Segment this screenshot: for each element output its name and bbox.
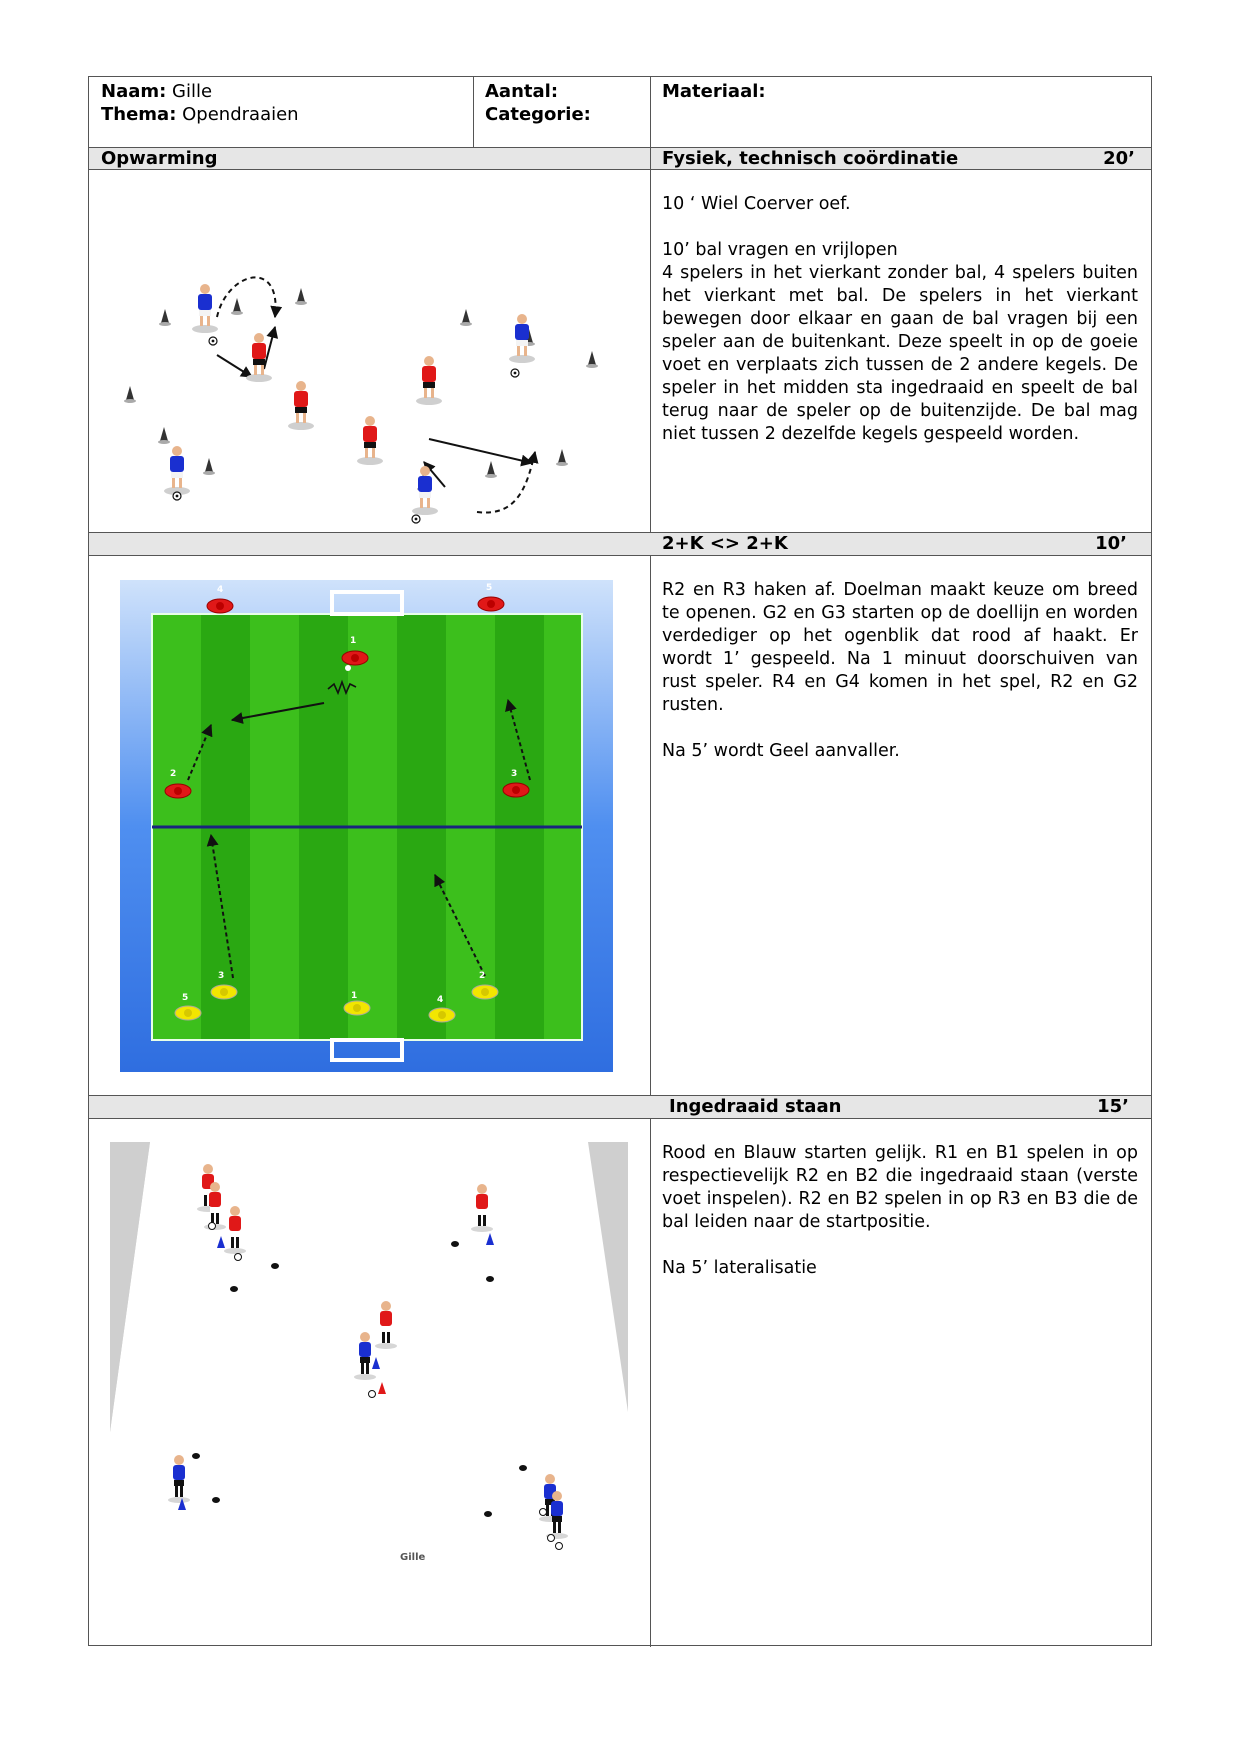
section-text-1: 10 ‘ Wiel Coerver oef. 10’ bal vragen en vrijlopen 4 spelers in het vierkant zonder bal, 4 spelers buiten het vierkant met bal. De spelers in het vierkant bewegen door elkaar en gaan de bal vragen bij een speler aan de buitenkant. Deze speelt in op de goeie voet en verplaats zich tussen de 2 andere kegels. De speler in het midden sta ingedraaid en speelt de bal terug naar de speler op de buitenzijde. De bal mag niet tussen 2 dezelfde kegels gespeeld worden. (662, 194, 1138, 444)
materiaal-label: Materiaal: (662, 81, 766, 102)
svg-text:5: 5 (486, 583, 493, 593)
svg-text:3: 3 (218, 971, 225, 981)
section-title: Ingedraaid staan (669, 1096, 842, 1117)
section-band-2 (89, 533, 1151, 555)
svg-text:2: 2 (170, 769, 177, 779)
section-band-1 (89, 148, 1151, 169)
aantal-label: Aantal: (485, 81, 559, 102)
warmup-diagram (107, 177, 647, 477)
svg-text:3: 3 (511, 769, 518, 779)
svg-text:2: 2 (479, 971, 486, 981)
session-sheet (88, 76, 1152, 1646)
section-duration: 15’ (1097, 1096, 1129, 1117)
svg-text:1: 1 (350, 636, 357, 646)
section-left-title: Opwarming (101, 148, 218, 169)
section-title: 2+K <> 2+K (662, 533, 788, 554)
svg-text:1: 1 (351, 991, 358, 1001)
section-text-3: Rood en Blauw starten gelijk. R1 en B1 spelen in op respectievelijk R2 en B2 die ingedraaid staan (verste voet inspelen). R2 en B2 spelen in op R3 en B3 die de bal leiden naar de startpositie. Na 5’ lateralisatie (662, 1143, 1138, 1278)
categorie-label: Categorie: (485, 104, 591, 125)
svg-text:4: 4 (217, 585, 224, 595)
svg-text:4: 4 (437, 995, 444, 1005)
thema-line: Thema: Opendraaien (101, 104, 299, 125)
section-band-3 (89, 1096, 1151, 1118)
section-duration: 10’ (1095, 533, 1127, 554)
section-duration: 20’ (1103, 148, 1135, 169)
diagram-signature: Gille (400, 1552, 426, 1563)
section-title: Fysiek, technisch coördinatie (662, 148, 959, 169)
pitch-diagram (120, 580, 613, 1072)
naam-line: Naam: Gille (101, 81, 213, 102)
section-text-2: R2 en R3 haken af. Doelman maakt keuze om breed te openen. G2 en G3 starten op de doellijn en worden verdediger op het ogenblik dat rood af haakt. Er wordt 1’ gespeeld. Na 1 minuut doorschuiven van rust speler. R4 en G4 komen in het spel, R2 en G2 rusten. Na 5’ wordt Geel aanvaller. (662, 580, 1138, 761)
turned-stance-diagram (110, 1142, 628, 1622)
svg-text:5: 5 (182, 993, 189, 1003)
